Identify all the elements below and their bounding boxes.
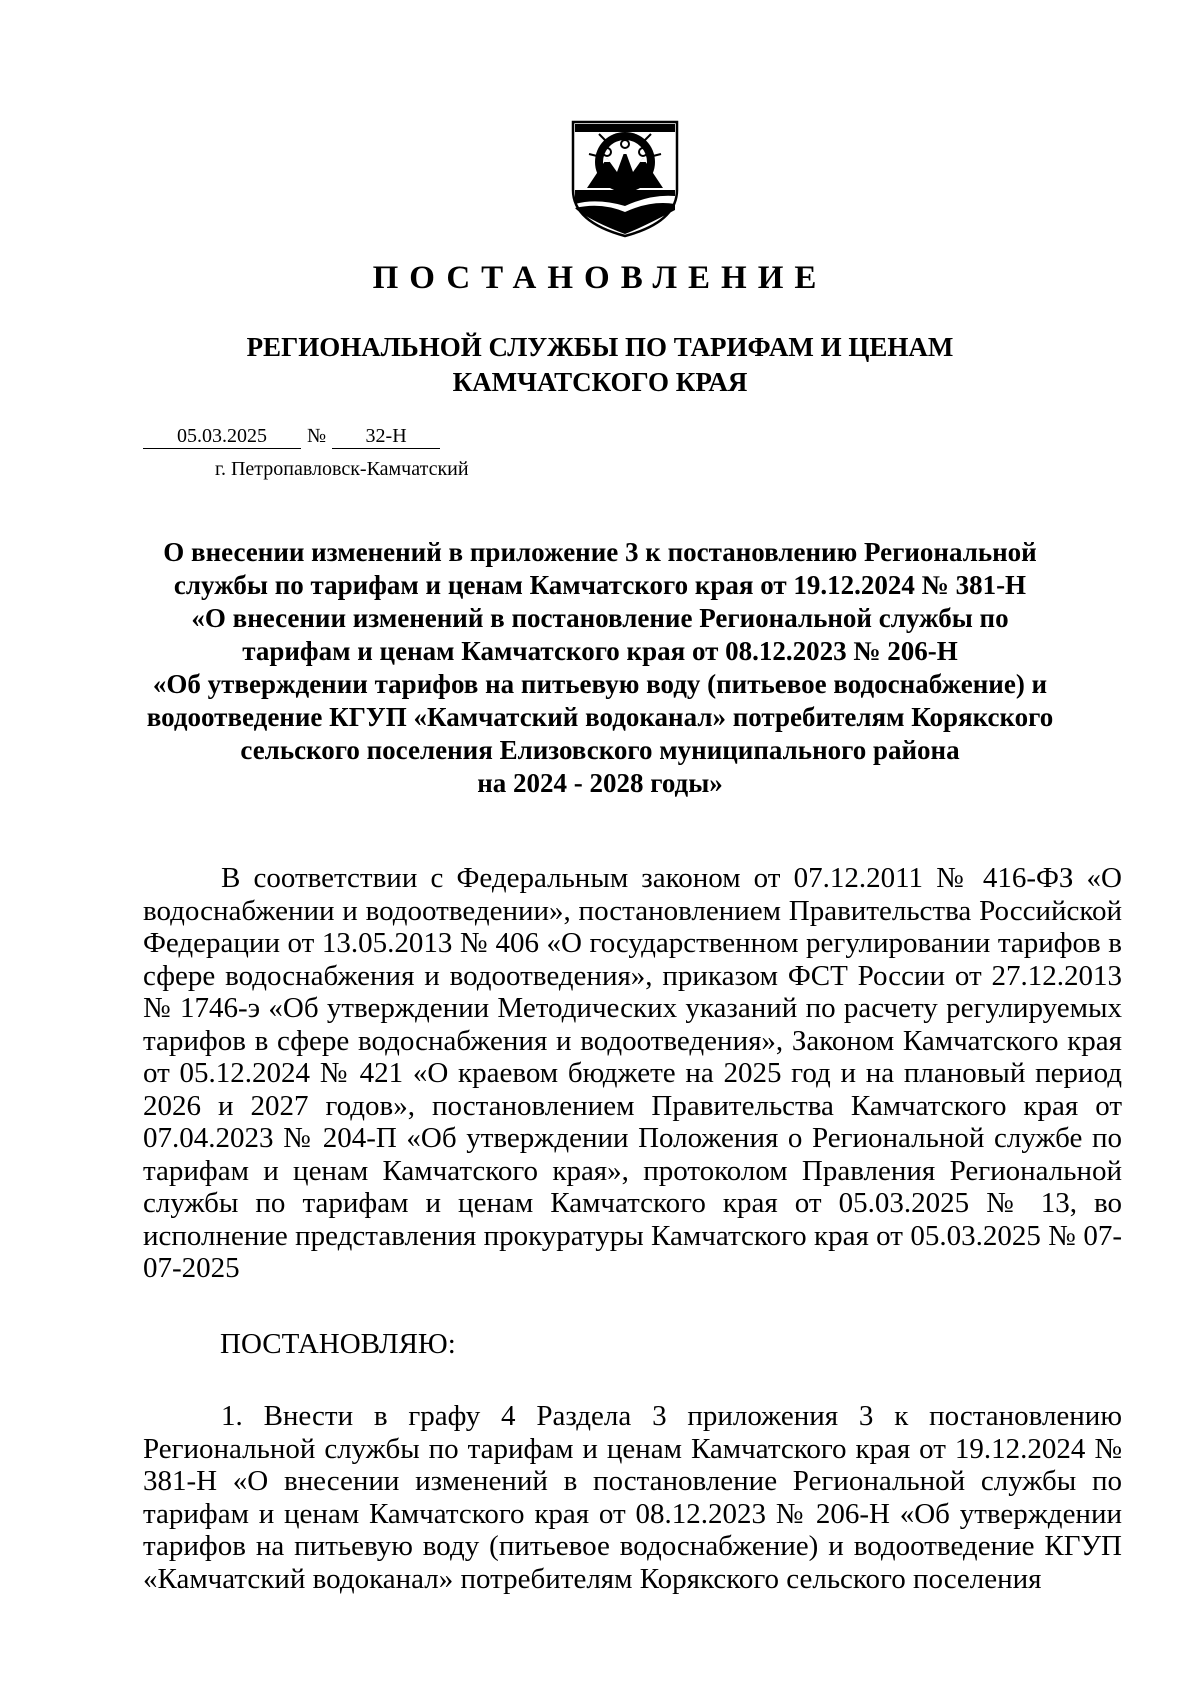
date-number-line — [143, 424, 440, 449]
heading-line: тарифам и ценам Камчатского края от 08.12.2023 № 206-Н — [242, 636, 958, 666]
authority-line: РЕГИОНАЛЬНОЙ СЛУЖБЫ ПО ТАРИФАМ И ЦЕНАМ — [246, 332, 954, 362]
issuing-authority — [0, 330, 1200, 400]
coat-of-arms-icon — [571, 110, 679, 238]
issue-city: г. Петропавловск-Камчатский — [215, 458, 469, 480]
document-date: 05.03.2025 — [143, 424, 301, 449]
heading-line: на 2024 - 2028 годы» — [477, 768, 723, 798]
document-number: 32-Н — [332, 424, 440, 449]
item-1-paragraph: 1. Внести в графу 4 Раздела 3 приложения 3 к постановлению Региональной службы по тарифам и ценам Камчатского края от 19.12.2024 № 381-Н «О внесении изменений в постановление Региональной службы по тарифам и ценам Камчатского края от 08.12.2023 № 206-Н «Об утверждении тарифов на питьевую воду (питьевое водоснабжение) и водоотведение КГУП «Камчатский водоканал» потребителям Корякского сельского поселения — [143, 1400, 1122, 1595]
heading-line: «О внесении изменений в постановление Региональной службы по — [191, 603, 1009, 633]
decree-word: ПОСТАНОВЛЯЮ: — [220, 1328, 456, 1360]
preamble-paragraph: В соответствии с Федеральным законом от 07.12.2011 № 416-ФЗ «О водоснабжении и водоотведении», постановлением Правительства Российской Федерации от 13.05.2013 № 406 «О государственном регулировании тарифов в сфере водоснабжения и водоотведения», приказом ФСТ России от 27.12.2013 № 1746-э «Об утверждении Методических указаний по расчету регулируемых тарифов в сфере водоснабжения и водоотведения», Законом Камчатского края от 05.12.2024 № 421 «О краевом бюджете на 2025 год и на плановый период 2026 и 2027 годов», постановлением Правительства Камчатского края от 07.04.2023 № 204-П «Об утверждении Положения о Региональной службе по тарифам и ценам Камчатского края», протоколом Правления Региональной службы по тарифам и ценам Камчатского края от 05.03.2025 № 13, во исполнение представления прокуратуры Камчатского края от 05.03.2025 № 07-07-2025 — [143, 862, 1122, 1284]
heading-line: сельского поселения Елизовского муниципального района — [240, 735, 960, 765]
document-heading — [140, 536, 1060, 800]
authority-line: КАМЧАТСКОГО КРАЯ — [452, 367, 748, 397]
heading-line: О внесении изменений в приложение 3 к постановлению Региональной — [163, 537, 1037, 567]
number-sign: № — [307, 425, 327, 447]
heading-line: «Об утверждении тарифов на питьевую воду (питьевое водоснабжение) и — [152, 669, 1048, 699]
heading-line: службы по тарифам и ценам Камчатского края от 19.12.2024 № 381-Н — [173, 570, 1027, 600]
page-title: ПОСТАНОВЛЕНИЕ — [372, 260, 828, 296]
heading-line: водоотведение КГУП «Камчатский водоканал» потребителям Корякского — [146, 702, 1054, 732]
